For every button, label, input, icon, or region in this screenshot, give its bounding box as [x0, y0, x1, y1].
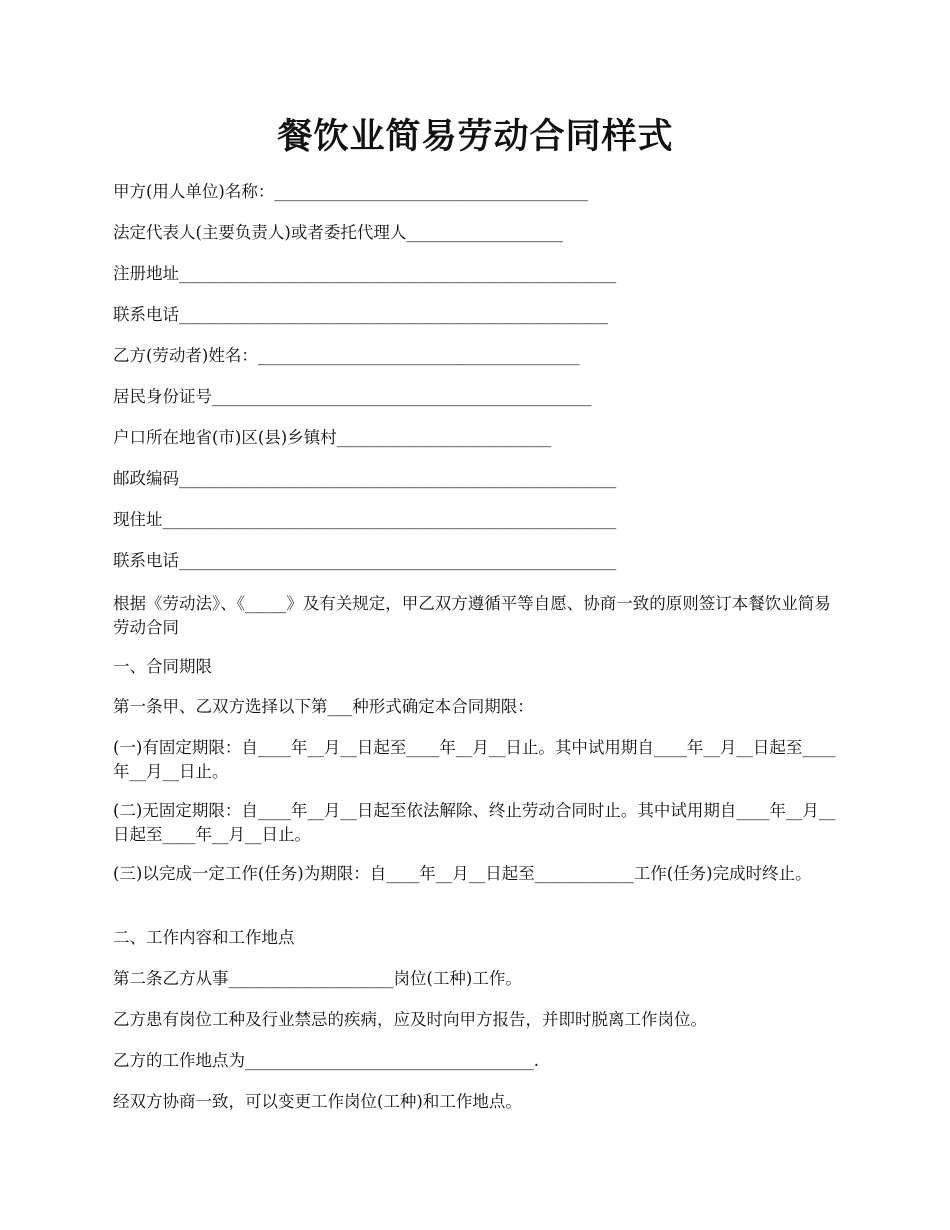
workplace-field: 乙方的工作地点为___________________________________. — [113, 1051, 539, 1070]
current-address-field: 现住址_______________________________________________________ — [113, 510, 617, 529]
article-2: 第二条乙方从事____________________岗位(工种)工作。 — [113, 969, 522, 988]
party-a-phone-field: 联系电话____________________________________________________ — [113, 305, 608, 324]
section-heading-work: 二、工作内容和工作地点 — [113, 928, 295, 947]
registered-address-field: 注册地址_____________________________________________________ — [113, 264, 617, 283]
postal-code-field: 邮政编码_____________________________________________________ — [113, 469, 617, 488]
legal-representative-field: 法定代表人(主要负责人)或者委托代理人___________________ — [113, 223, 564, 242]
section-heading-term: 一、合同期限 — [113, 657, 212, 676]
article-1: 第一条甲、乙双方选择以下第___种形式确定本合同期限： — [113, 697, 534, 716]
change-clause: 经双方协商一致，可以变更工作岗位(工种)和工作地点。 — [113, 1092, 522, 1111]
id-number-field: 居民身份证号______________________________________________ — [113, 387, 592, 406]
term-option-open: (二)无固定期限：自____年__月__日起至依法解除、终止劳动合同时止。其中试用期自____年__月__日起至____年__月__日止。 — [113, 801, 836, 844]
party-b-phone-field: 联系电话_____________________________________________________ — [113, 551, 617, 570]
term-option-fixed: (一)有固定期限：自____年__月__日起至____年__月__日止。其中试用期自____年__月__日起至____年__月__日止。 — [113, 738, 836, 781]
party-b-name-field: 乙方(劳动者)姓名：_______________________________________ — [113, 346, 580, 365]
household-registration-field: 户口所在地省(市)区(县)乡镇村__________________________ — [113, 428, 552, 447]
document-title: 餐饮业简易劳动合同样式 — [277, 116, 674, 157]
party-a-name-field: 甲方(用人单位)名称：______________________________________ — [113, 182, 588, 201]
term-option-task: (三)以完成一定工作(任务)为期限：自____年__月__日起至____________工作(任务)完成时终止。 — [113, 864, 812, 883]
disease-clause: 乙方患有岗位工种及行业禁忌的疾病，应及时向甲方报告，并即时脱离工作岗位。 — [113, 1010, 707, 1029]
preamble-paragraph: 根据《劳动法》、《_____》及有关规定，甲乙双方遵循平等自愿、协商一致的原则签订本餐饮业简易劳动合同 — [113, 594, 831, 637]
